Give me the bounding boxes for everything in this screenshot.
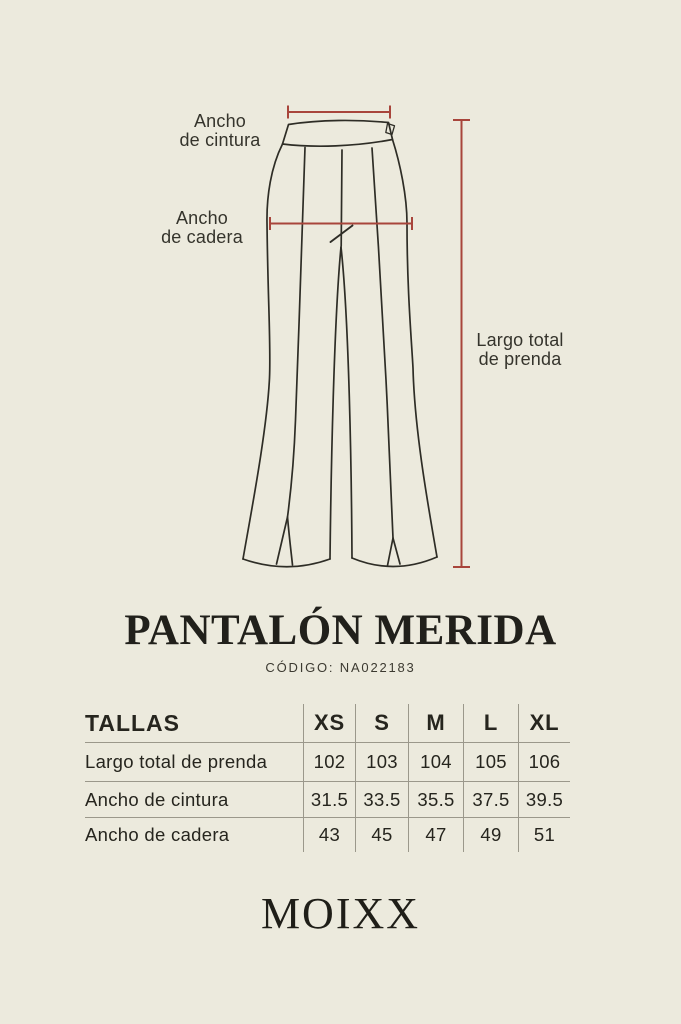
table-cell: 49 xyxy=(463,818,518,852)
waistband-shape xyxy=(283,120,393,146)
table-cell: 45 xyxy=(355,818,408,852)
hip-width-label-line1: Ancho xyxy=(175,208,229,228)
table-cell: 31.5 xyxy=(303,782,355,818)
center-front-seam xyxy=(341,150,342,246)
right-hem-vent xyxy=(393,538,400,564)
left-hem-vent xyxy=(288,517,293,565)
table-cell: 103 xyxy=(355,743,408,782)
size-column-header-m: M xyxy=(408,704,463,743)
waist-width-label-line1: Ancho xyxy=(193,111,247,131)
table-row-label: Largo total de prenda xyxy=(85,743,303,782)
hip-width-label-line2: de cadera xyxy=(161,227,243,247)
waist-width-label xyxy=(152,112,288,150)
right-hem xyxy=(352,557,437,567)
right-inner-edge xyxy=(341,247,352,558)
brand-logo: MOIXX xyxy=(260,889,421,938)
table-cell: 51 xyxy=(518,818,570,852)
pants-outline-drawing xyxy=(243,120,437,566)
product-code: CÓDIGO: NA022183 xyxy=(265,660,416,675)
product-title: PANTALÓN MERIDA xyxy=(124,607,557,654)
table-cell: 47 xyxy=(408,818,463,852)
measurement-lines xyxy=(270,106,470,568)
right-crease-seam xyxy=(372,148,393,566)
size-table-header-label: TALLAS xyxy=(85,704,303,743)
table-cell: 105 xyxy=(463,743,518,782)
waist-measure-arrow xyxy=(288,106,390,119)
table-cell: 39.5 xyxy=(518,782,570,818)
size-column-header-xs: XS xyxy=(303,704,355,743)
table-cell: 37.5 xyxy=(463,782,518,818)
left-inner-edge xyxy=(330,247,341,559)
hip-width-label xyxy=(134,209,270,247)
table-cell: 33.5 xyxy=(355,782,408,818)
table-cell: 43 xyxy=(303,818,355,852)
total-length-label-line1: Largo total xyxy=(476,330,564,350)
table-cell: 102 xyxy=(303,743,355,782)
size-column-header-s: S xyxy=(355,704,408,743)
table-cell: 104 xyxy=(408,743,463,782)
right-outer-edge xyxy=(393,140,438,558)
total-length-label-line2: de prenda xyxy=(478,349,562,369)
left-outer-edge xyxy=(243,144,283,559)
waist-width-label-line2: de cintura xyxy=(179,130,261,150)
table-cell: 106 xyxy=(518,743,570,782)
left-crease-seam xyxy=(277,148,306,565)
size-column-header-l: L xyxy=(463,704,518,743)
size-table xyxy=(85,704,570,852)
table-row-label: Ancho de cintura xyxy=(85,782,303,818)
size-column-header-xl: XL xyxy=(518,704,570,743)
left-hem xyxy=(243,559,330,567)
table-cell: 35.5 xyxy=(408,782,463,818)
table-row-label: Ancho de cadera xyxy=(85,824,230,845)
total-length-label xyxy=(462,331,578,369)
